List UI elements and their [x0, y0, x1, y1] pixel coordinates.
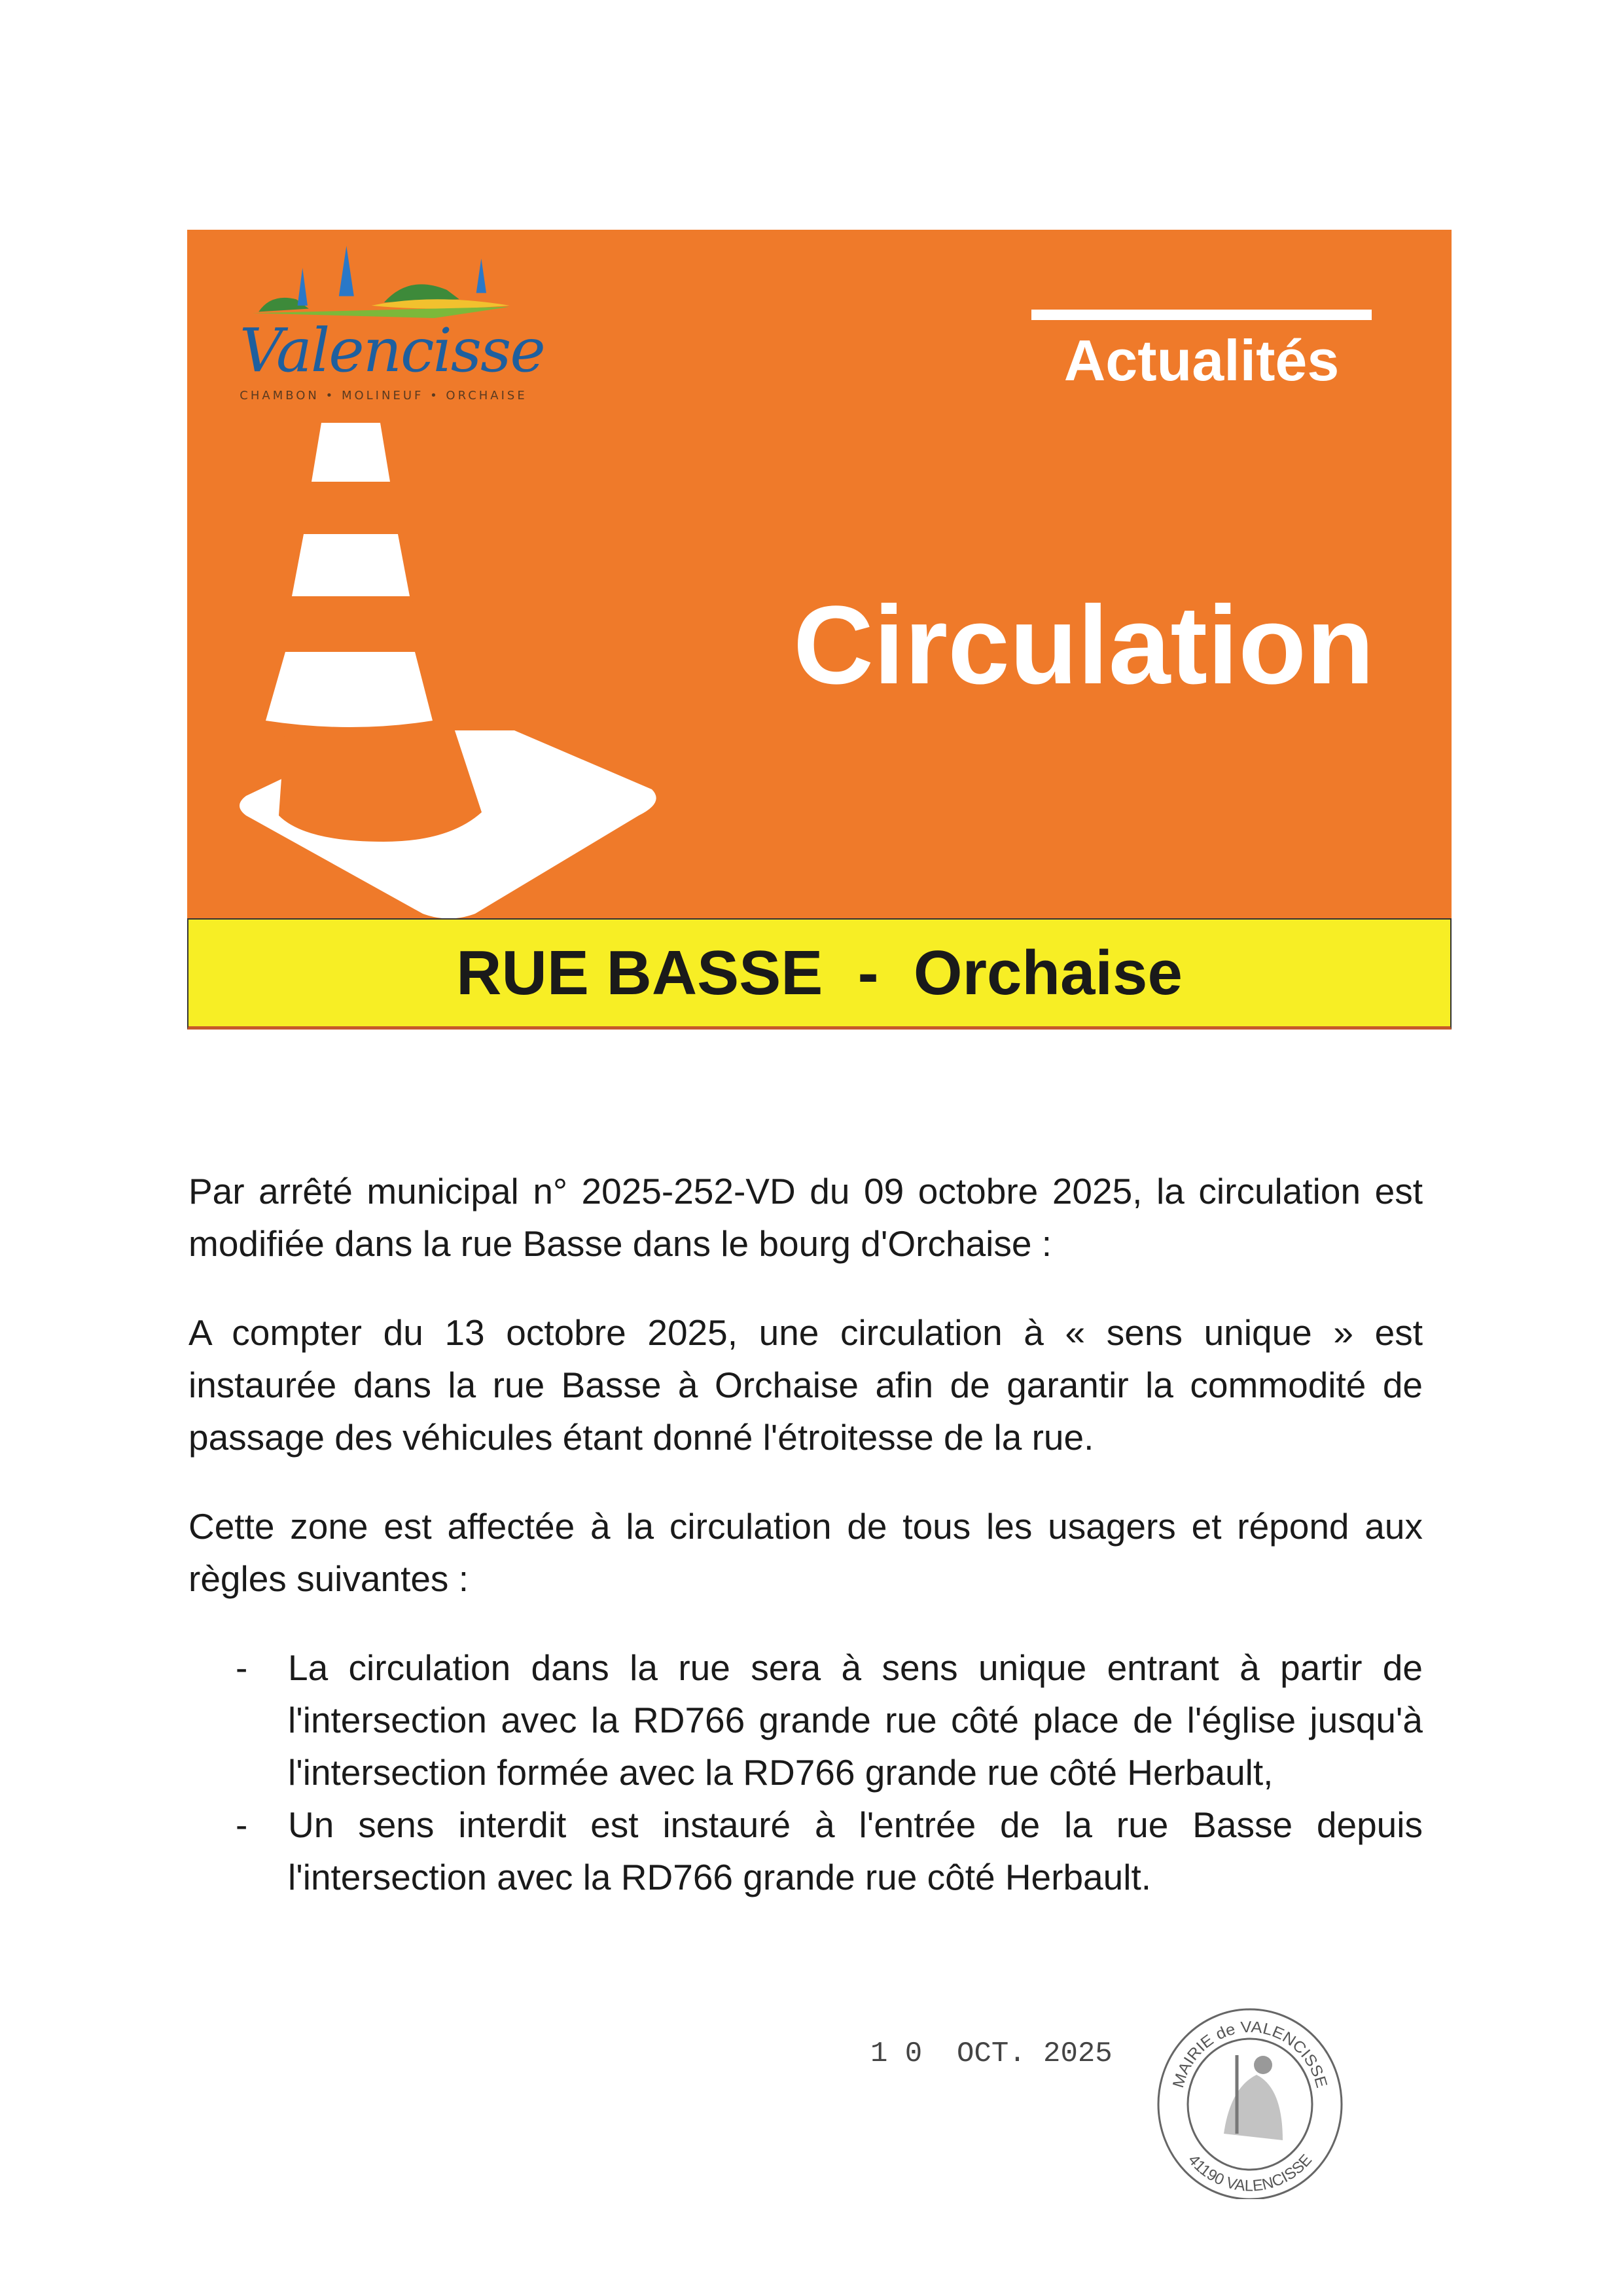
logo-subtitle: CHAMBON • MOLINEUF • ORCHAISE: [240, 389, 527, 403]
seal-top-text: MAIRIE de VALENCISSE: [1169, 2018, 1330, 2090]
section-label: Actualités: [1063, 328, 1340, 393]
seal-bottom-text: 41190 VALENCISSE: [1184, 2151, 1316, 2195]
list-item: [188, 1799, 1423, 1903]
street-subject: RUE BASSE - Orchaise: [456, 937, 1183, 1008]
paragraph: A compter du 13 octobre 2025, une circulation à « sens unique » est instaurée dans la rue Basse à Orchaise afin de garantir la commodité de passage des véhicules étant donné l'étroitesse de la rue.: [188, 1312, 1423, 1458]
paragraph: Cette zone est affectée à la circulation de tous les usagers et répond aux règles suivantes :: [188, 1506, 1423, 1599]
bullet: -: [236, 1804, 248, 1845]
rule-text: Un sens interdit est instauré à l'entrée de la rue Basse depuis l'intersection avec la RD766 grande rue côté Herbault.: [288, 1804, 1423, 1897]
banner-title: Circulation: [793, 583, 1374, 708]
list-item: [188, 1641, 1423, 1799]
rule-text: La circulation dans la rue sera à sens unique entrant à partir de l'intersection avec la RD766 grande rue côté place de l'église jusqu'à l'intersection formée avec la RD766 grande rue côté Herbault,: [288, 1647, 1423, 1793]
valencisse-logo: [240, 243, 554, 406]
street-subject-bar: [187, 918, 1452, 1030]
traffic-cone-icon: [233, 423, 665, 918]
landscape-logo-icon: [240, 243, 554, 318]
paragraph: Par arrêté municipal n° 2025-252-VD du 09 octobre 2025, la circulation est modifiée dans la rue Basse dans le bourg d'Orchaise :: [188, 1171, 1423, 1264]
notice-body: [188, 1165, 1423, 1903]
logo-wordmark: Valencisse: [240, 315, 544, 386]
svg-text:41190 VALENCISSE: [1185, 2151, 1315, 2195]
bullet: -: [236, 1647, 248, 1688]
mairie-seal-icon: [1152, 2003, 1348, 2199]
circulation-banner: [187, 230, 1452, 918]
date-stamp: 1 0 OCT. 2025: [870, 2037, 1113, 2070]
rules-list: [188, 1641, 1423, 1903]
section-divider: [1031, 310, 1372, 320]
